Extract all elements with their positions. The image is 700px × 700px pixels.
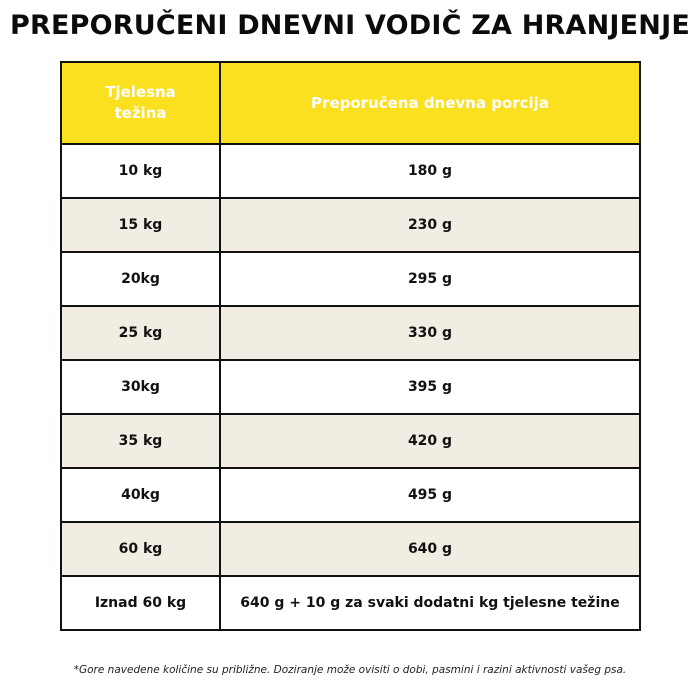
portion-cell: 640 g + 10 g za svaki dodatni kg tjelesne težine <box>220 576 640 630</box>
weight-cell: Iznad 60 kg <box>61 576 220 630</box>
table-header-row <box>61 62 640 144</box>
weight-cell: 25 kg <box>61 306 220 360</box>
weight-cell: 35 kg <box>61 414 220 468</box>
table-row <box>61 522 640 576</box>
weight-cell: 15 kg <box>61 198 220 252</box>
weight-cell: 60 kg <box>61 522 220 576</box>
portion-cell: 395 g <box>220 360 640 414</box>
weight-header-line-1: Tjelesna <box>105 83 176 101</box>
table-row <box>61 306 640 360</box>
table-row <box>61 252 640 306</box>
portion-cell: 420 g <box>220 414 640 468</box>
portion-column-header: Preporučena dnevna porcija <box>220 62 640 144</box>
table-row <box>61 468 640 522</box>
table-row <box>61 144 640 198</box>
portion-cell: 330 g <box>220 306 640 360</box>
weight-header-line-2: težina <box>114 104 167 122</box>
weight-cell: 40kg <box>61 468 220 522</box>
footnote: *Gore navedene količine su približne. Doziranje može ovisiti o dobi, pasmini i razini aktivnosti vašeg psa. <box>73 664 627 676</box>
weight-cell: 30kg <box>61 360 220 414</box>
portion-cell: 295 g <box>220 252 640 306</box>
table-row <box>61 414 640 468</box>
table-row <box>61 198 640 252</box>
weight-cell: 20kg <box>61 252 220 306</box>
portion-cell: 495 g <box>220 468 640 522</box>
page-title: PREPORUČENI DNEVNI VODIČ ZA HRANJENJE <box>10 10 690 41</box>
feeding-guide-table <box>60 61 641 631</box>
table-row <box>61 360 640 414</box>
portion-cell: 640 g <box>220 522 640 576</box>
portion-cell: 180 g <box>220 144 640 198</box>
table-row <box>61 576 640 630</box>
weight-column-header <box>61 62 220 144</box>
portion-cell: 230 g <box>220 198 640 252</box>
weight-cell: 10 kg <box>61 144 220 198</box>
